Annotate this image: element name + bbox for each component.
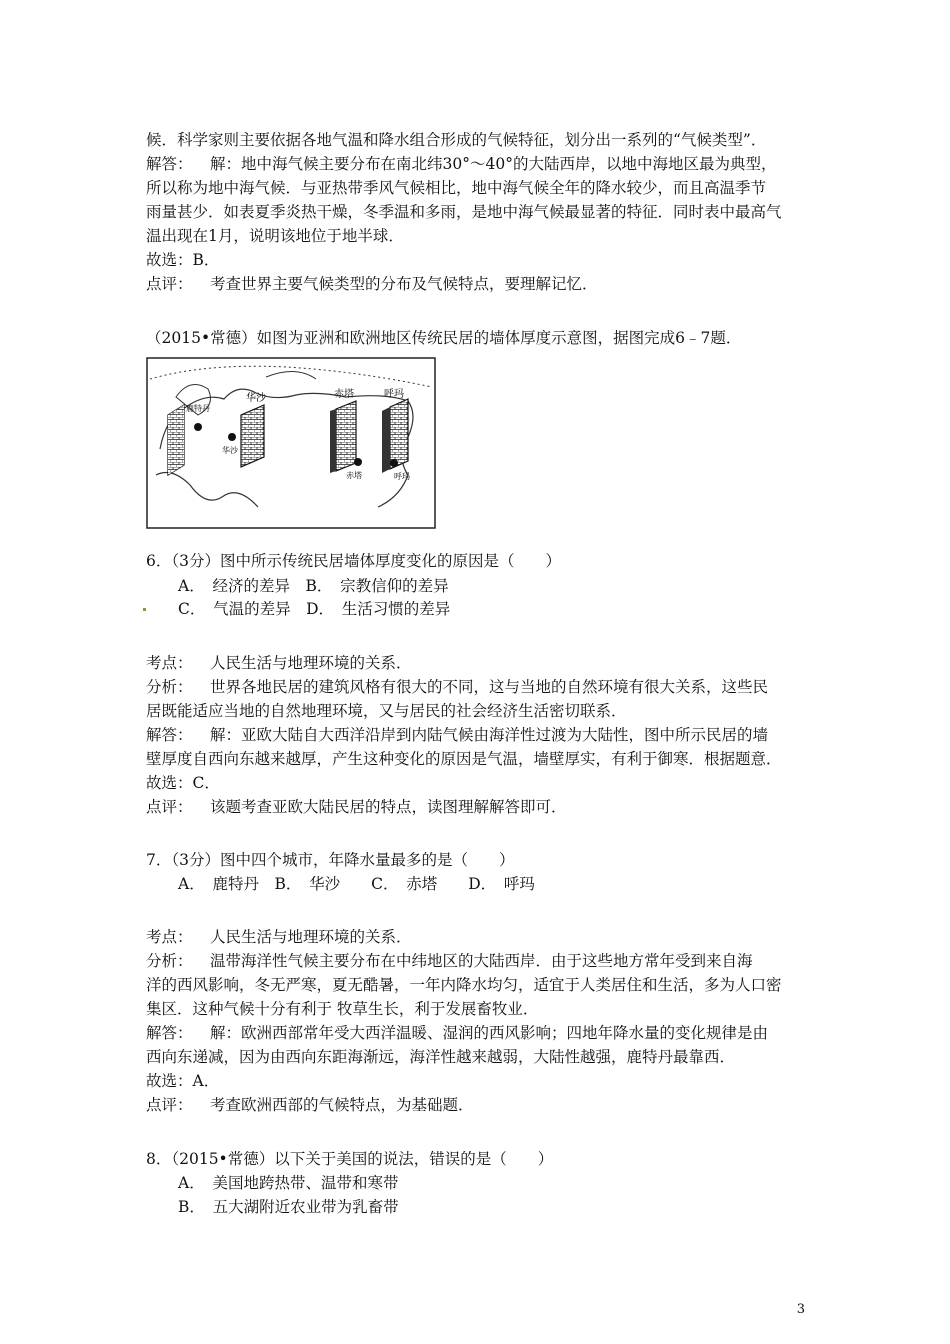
label-point: 考点： (146, 654, 193, 672)
q6-comment: 该题考查亚欧大陆民居的特点，读图理解解答即可． (210, 798, 567, 816)
label-comment: 点评： (146, 798, 193, 816)
q6-point: 人民生活与地理环境的关系． (210, 654, 412, 672)
label-analysis: 分析： (146, 952, 193, 970)
map-label-warsaw: 华沙 (222, 446, 238, 455)
text-line (146, 1021, 768, 1045)
q6-analysis-1: 世界各地民居的建筑风格有很大的不同，这与当地的自然环境有很大关系，这些民 (210, 678, 769, 696)
q7-answer-1: 解：欧洲西部常年受大西洋温暖、湿润的西风影响；四地年降水量的变化规律是由 (210, 1024, 769, 1042)
wall-warsaw (241, 405, 264, 467)
label-answer: 解答： (146, 155, 193, 173)
answer-text: 解：地中海气候主要分布在南北纬30°～40°的大陆西岸，以地中海地区最为典型， (210, 155, 777, 173)
q8-option-b: B． 五大湖附近农业带为乳畜带 (178, 1198, 399, 1216)
q6-answer-1: 解：亚欧大陆自大西洋沿岸到内陆气候由海洋性过渡为大陆性，图中所示民居的墙 (210, 726, 769, 744)
q6-answer-2: 壁厚度自西向东越来越厚，产生这种变化的原因是气温，墙壁厚实，有利于御寒．根据题意． (146, 750, 782, 768)
q7-answer-2: 西向东递减，因为由西向东距海渐远，海洋性越来越弱，大陆性越强，鹿特丹最靠西． (146, 1048, 736, 1066)
city-dot-huma (390, 459, 398, 467)
label-answer: 解答： (146, 1024, 193, 1042)
q7-point: 人民生活与地理环境的关系． (210, 928, 412, 946)
city-dot-warsaw (228, 433, 236, 441)
q8-option-a: A． 美国地跨热带、温带和寒带 (178, 1174, 399, 1192)
map-label-chita-top: 赤塔 (334, 389, 354, 400)
text-line (146, 795, 567, 819)
text-line: 所以称为地中海气候．与亚热带季风气候相比，地中海气候全年的降水较少，而且高温季节 (146, 179, 767, 197)
q7-analysis-1: 温带海洋性气候主要分布在中纬地区的大陆西岸．由于这些地方常年受到来自海 (210, 952, 753, 970)
section-intro: （2015•常德）如图为亚洲和欧洲地区传统民居的墙体厚度示意图，据图完成6﹣7题． (146, 329, 742, 347)
label-comment: 点评： (146, 275, 193, 293)
wall-rotterdam (168, 405, 184, 475)
eurasia-wall-thickness-map (146, 357, 436, 529)
q6-analysis-2: 居既能适应当地的自然地理环境，又与居民的社会经济生活密切联系． (146, 702, 627, 720)
text-line: 雨量甚少．如表夏季炎热干燥，冬季温和多雨，是地中海气候最显著的特征．同时表中最高气 (146, 203, 782, 221)
text-line (146, 651, 412, 675)
speck-mark (143, 608, 146, 611)
label-answer: 解答： (146, 726, 193, 744)
q6-options-ab: A． 经济的差异 B． 宗教信仰的差异 (178, 577, 449, 595)
q7-options: A． 鹿特丹 B． 华沙 C． 赤塔 D． 呼玛 (178, 875, 535, 893)
comment-text: 考查世界主要气候类型的分布及气候特点，要理解记忆． (210, 275, 598, 293)
question-6: 6．（3分）图中所示传统民居墙体厚度变化的原因是（ ） (146, 552, 561, 570)
map-label-warsaw-top: 华沙 (246, 393, 266, 404)
text-line (146, 675, 768, 699)
text-line (146, 723, 768, 747)
q7-choice: 故选：A． (146, 1072, 220, 1090)
map-label-chita: 赤塔 (346, 471, 362, 480)
wall-chita (330, 401, 356, 473)
text-line (146, 949, 753, 973)
text-line (146, 272, 598, 296)
city-dot-rotterdam (194, 423, 202, 431)
text-line (146, 1093, 474, 1117)
city-dot-chita (354, 458, 362, 466)
q7-comment: 考查欧洲西部的气候特点，为基础题． (210, 1096, 474, 1114)
map-label-huma: 呼玛 (394, 472, 410, 481)
question-8: 8．（2015•常德）以下关于美国的说法，错误的是（ ） (146, 1150, 554, 1168)
text-line: 故选：B． (146, 251, 220, 269)
q6-options-cd: C． 气温的差异 D． 生活习惯的差异 (178, 600, 451, 618)
q7-analysis-3: 集区．这种气候十分有利于 牧草生长，利于发展畜牧业． (146, 1000, 539, 1018)
map-label-rotterdam: 鹿特丹 (186, 404, 210, 413)
map-label-huma-top: 呼玛 (384, 389, 404, 400)
label-comment: 点评： (146, 1096, 193, 1114)
label-analysis: 分析： (146, 678, 193, 696)
question-7: 7．（3分）图中四个城市，年降水量最多的是（ ） (146, 851, 515, 869)
text-line: 温出现在1月，说明该地位于地半球． (146, 227, 404, 245)
text-line: 候．科学家则主要依据各地气温和降水组合形成的气候特征，划分出一系列的“气候类型”． (146, 131, 767, 149)
q6-choice: 故选：C． (146, 774, 220, 792)
text-line (146, 152, 776, 176)
page-number: 3 (796, 1302, 805, 1317)
q7-analysis-2: 洋的西风影响，冬无严寒，夏无酷暑，一年内降水均匀，适宜于人类居住和生活，多为人口密 (146, 976, 782, 994)
text-line (146, 925, 412, 949)
label-point: 考点： (146, 928, 193, 946)
